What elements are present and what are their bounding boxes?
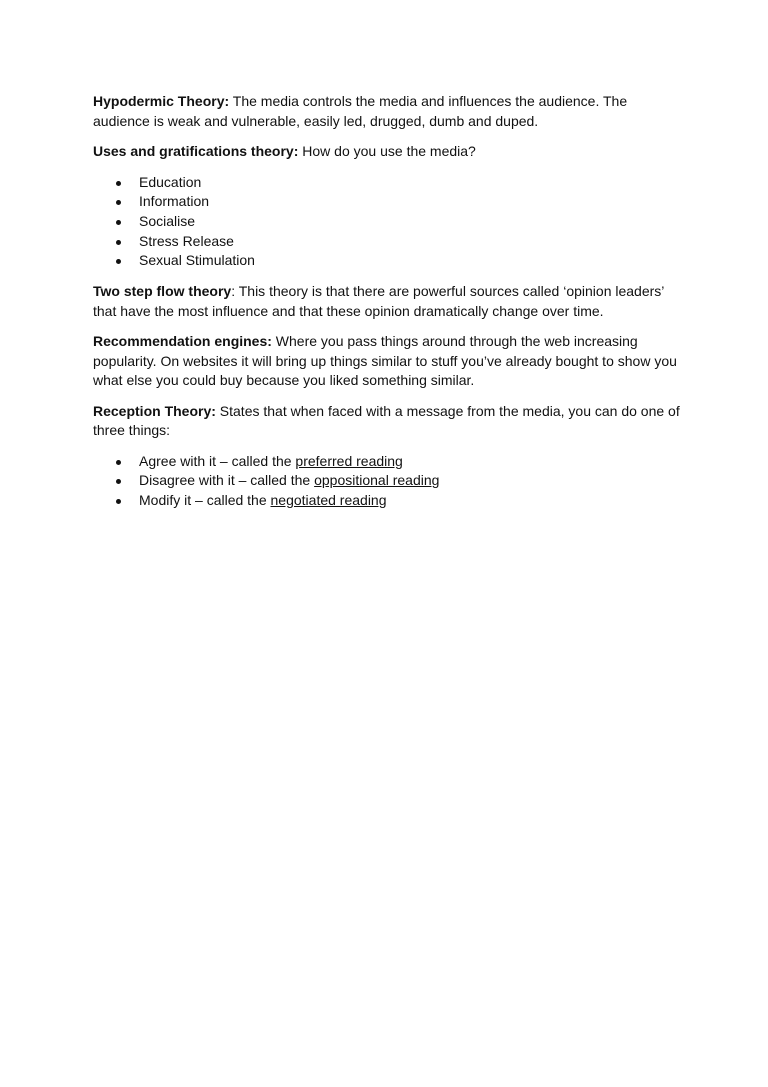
bullet-icon — [116, 220, 121, 225]
bullet-icon — [116, 259, 121, 264]
reading-term: preferred reading — [295, 452, 403, 469]
bullet-icon — [116, 479, 121, 484]
document-page — [93, 92, 683, 522]
list-item — [93, 471, 683, 491]
reading-term: negotiated reading — [270, 491, 387, 508]
list-item — [93, 452, 683, 472]
list-item — [93, 251, 683, 271]
bullet-icon — [116, 460, 121, 465]
recommendation-paragraph — [93, 332, 683, 391]
two-step-heading: Two step flow theory — [93, 283, 232, 300]
reception-heading: Reception Theory: — [93, 402, 216, 419]
list-item — [93, 192, 683, 212]
uses-list — [93, 173, 683, 272]
list-item-prefix: Modify it – called the — [139, 491, 271, 508]
list-item-text: Information — [139, 193, 210, 210]
reading-term: oppositional reading — [314, 472, 440, 489]
list-item-prefix: Disagree with it – called the — [139, 472, 315, 489]
list-item — [93, 212, 683, 232]
uses-heading: Uses and gratifications theory: — [93, 143, 299, 159]
list-item — [93, 232, 683, 252]
two-step-paragraph — [93, 282, 683, 321]
list-item-text: Stress Release — [139, 232, 234, 249]
reception-paragraph — [93, 402, 683, 441]
uses-text: How do you use the media? — [298, 143, 476, 159]
list-item — [93, 491, 683, 511]
two-step-text: : This theory is that there are powerful sources called ‘opinion leaders’ that have the most influence and that these opinion dramatically change over time. — [93, 283, 664, 319]
uses-paragraph — [93, 142, 683, 162]
list-item — [93, 173, 683, 193]
bullet-icon — [116, 200, 121, 205]
hypodermic-paragraph — [93, 92, 683, 131]
bullet-icon — [116, 240, 121, 245]
list-item-text: Socialise — [139, 212, 196, 229]
bullet-icon — [116, 181, 121, 186]
recommendation-text: Where you pass things around through the web increasing popularity. On websites it will bring up things similar to stuff you’ve already bought to show you what else you could buy because you liked something similar. — [93, 333, 677, 389]
hypodermic-text: The media controls the media and influences the audience. The audience is weak and vulnerable, easily led, drugged, dumb and duped. — [93, 93, 628, 129]
reception-list — [93, 452, 683, 511]
bullet-icon — [116, 499, 121, 504]
reception-text: States that when faced with a message from the media, you can do one of three things: — [93, 402, 680, 439]
list-item-prefix: Agree with it – called the — [139, 452, 296, 469]
list-item-text: Education — [139, 173, 202, 190]
hypodermic-heading: Hypodermic Theory: — [93, 93, 230, 109]
recommendation-heading: Recommendation engines: — [93, 333, 272, 350]
list-item-text: Sexual Stimulation — [139, 252, 255, 269]
